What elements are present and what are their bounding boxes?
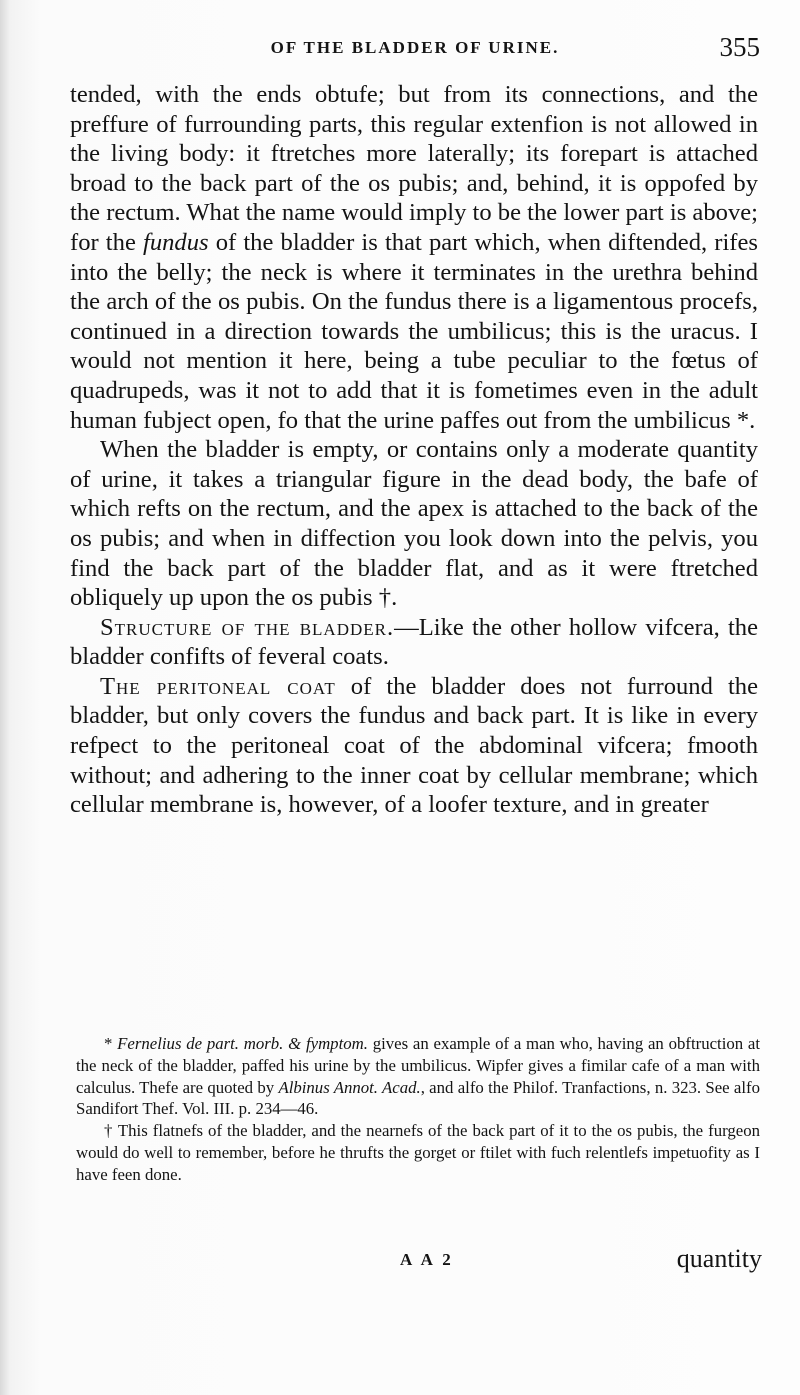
paragraph-2: When the bladder is empty, or contains only a moderate quantity of urine, it takes a triangular figure in the dead body, the bafe of which refts on the rectum, and the apex is attached to the back of the os pubis; and when in diffection you look down into the pelvis, you find the back part of the bladder flat, and as it were ftretched obliquely up upon the os pubis †. (70, 436, 758, 612)
footnote-1-text-2: , and alfo the Philof. Tranfactions, n. 323. See alfo Sandifort Thef. Vol. III. p. 234—46. (76, 1077, 760, 1119)
fundus-italic: fundus (143, 228, 209, 256)
signature-mark: A A 2 (400, 1250, 454, 1269)
body-text (70, 80, 758, 820)
page-footer (70, 1244, 762, 1284)
paragraph-1-rest: of the bladder is that part which, when diftended, rifes into the belly; the neck is where it terminates in the urethra behind the arch of the os pubis. On the fundus there is a ligamentous procefs, continued in a direction towards the umbilicus; this is the uracus. I would not mention it here, being a tube peculiar to the fœtus of quadrupeds, was it not to add that it is fometimes even in the adult human fubject open, fo that the urine paffes out from the umbilicus *. (70, 228, 758, 434)
peritoneal-coat-heading: The peritoneal coat (100, 672, 336, 700)
footnotes (76, 1033, 760, 1186)
paragraph-3 (70, 613, 758, 672)
footnote-1 (76, 1033, 760, 1120)
paragraph-1 (70, 80, 758, 435)
footnote-1-italic-1: Fernelius de part. morb. & fymptom. (117, 1034, 368, 1053)
page-header (70, 34, 760, 68)
footnote-2: † This flatnefs of the bladder, and the nearnefs of the back part of it to the os pubis, the furgeon would do well to remember, before he thrufts the gorget or ftilet with fuch relentlefs impetuofity as I have feen done. (76, 1121, 760, 1184)
page-number: 355 (719, 32, 760, 62)
running-head: OF THE BLADDER OF URINE. (270, 38, 560, 57)
footnote-1-mark: * (104, 1034, 118, 1053)
footnote-1-text-1: gives an example of a man who, having an obftruction at the neck of the bladder, paffed his urine by the umbilicus. Wipfer gives a fimilar cafe of a man with calculus. Thefe are quoted by (76, 1034, 761, 1097)
paragraph-3-text: —Like the other hollow vifcera, the bladder confifts of feveral coats. (70, 613, 758, 671)
catchword: quantity (676, 1244, 762, 1273)
paragraph-4-text: of the bladder does not furround the bladder, but only covers the fundus and back part. It is like in every refpect to the peritoneal coat of the abdominal vifcera; fmooth without; and adhering to the inner coat by cellular membrane; which cellular membrane is, however, of a loofer texture, and in greater (70, 672, 758, 819)
paragraph-4 (70, 672, 758, 820)
footnote-1-italic-2: Albinus Annot. Acad. (278, 1077, 421, 1097)
paragraph-1-text: tended, with the ends obtufe; but from its connections, and the preffure of furrounding parts, this regular extenfion is not allowed in the living body: it ftretches more laterally; its forepart is attached broad to the back part of the os pubis; and, behind, it is oppofed by the rectum. What the name would imply to be the lower part is above; for the (70, 81, 758, 256)
structure-heading: Structure of the bladder. (100, 613, 395, 641)
